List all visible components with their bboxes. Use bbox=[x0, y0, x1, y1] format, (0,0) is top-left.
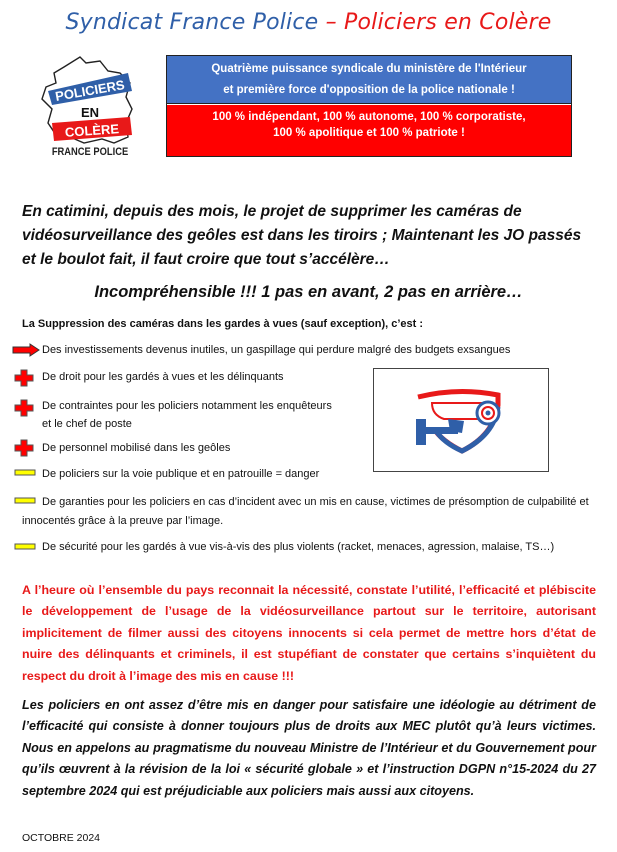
cctv-camera-image bbox=[373, 368, 549, 472]
red-paragraph: A l’heure où l’ensemble du pays reconnait la nécessité, constate l’utilité, l’efficacité et plébiscite le développement de l’usage de la vidéosurveillance partout sur le territoire, autorisant implicitement de filmer aussi des citoyens innocents si cela permet de mettre hors d’état de nuire des délinquants et criminels, il est stupéfiant de constater que certains s’inquiètent du respect du droit à l’image des mis en cause !!! bbox=[22, 583, 596, 683]
list-item: De personnel mobilisé dans les geôles bbox=[42, 442, 231, 454]
title-union-name: Syndicat France Police bbox=[65, 10, 319, 35]
banner-red-line-2: 100 % apolitique et 100 % patriote ! bbox=[273, 127, 465, 139]
banner-blue-line-2: et première force d'opposition de la police nationale ! bbox=[223, 84, 515, 96]
banner-red-line-1: 100 % indépendant, 100 % autonome, 100 % corporatiste, bbox=[212, 111, 526, 123]
plus-icon bbox=[14, 439, 34, 457]
document-date: OCTOBRE 2024 bbox=[22, 832, 101, 844]
list-item: Des investissements devenus inutiles, un gaspillage qui perdure malgré des budgets exsangues bbox=[42, 344, 511, 356]
cctv-camera-icon bbox=[414, 385, 510, 455]
list-item: De garanties pour les policiers en cas d’incident avec un mis en cause, victimes de présomption de culpabilité et innocentés grâce à la preuve par l’image. bbox=[22, 496, 589, 527]
minus-icon bbox=[14, 469, 36, 477]
minus-icon bbox=[14, 543, 36, 551]
list-item: De droit pour les gardés à vues et les délinquants bbox=[42, 371, 284, 383]
list-lead: La Suppression des caméras dans les gardes à vues (sauf exception), c’est : bbox=[22, 318, 424, 330]
title-movement-name: Policiers en Colère bbox=[344, 10, 552, 35]
intro-paragraph: En catimini, depuis des mois, le projet de supprimer les caméras de vidéosurveillance des geôles est dans les tiroirs ; Maintenant les JO passés et le boulot fait, il faut croire que tout s’accélère… bbox=[22, 203, 582, 268]
plus-icon bbox=[14, 369, 34, 387]
subheading: Incompréhensible !!! 1 pas en avant, 2 pas en arrière… bbox=[94, 283, 523, 301]
title-separator: – bbox=[318, 10, 344, 35]
logo-caption: FRANCE POLICE bbox=[51, 146, 129, 158]
plus-icon bbox=[14, 399, 34, 417]
list-item: De policiers sur la voie publique et en patrouille = danger bbox=[42, 468, 320, 480]
banner-blue-section bbox=[167, 56, 571, 104]
logo-text-colere: COLÈRE bbox=[64, 121, 120, 140]
final-paragraph: Les policiers en ont assez d’être mis en danger pour satisfaire une idéologie au détriment de l’efficacité qui consiste à donner toujours plus de droits aux MEC plutôt qu’à leurs victimes. Nous en appelons au pragmatisme du nouveau Ministre de l’Intérieur et du Gouvernement pour qu’ils œuvrent à la révision de la loi « sécurité globale » et l’instruction DGPN n°15-2024 du 27 septembre 2024 qui est préjudiciable aux policiers mais aussi aux citoyens. bbox=[22, 698, 596, 798]
page-title bbox=[0, 10, 617, 35]
banner-red-section bbox=[167, 105, 571, 156]
arrow-right-icon bbox=[12, 343, 40, 357]
policiers-en-colere-logo bbox=[34, 53, 146, 161]
list-item: De sécurité pour les gardés à vue vis-à-vis des plus violents (racket, menaces, agression, malaise, TS…) bbox=[42, 541, 555, 553]
logo-text-en: EN bbox=[80, 105, 100, 120]
list-item: De contraintes pour les policiers notamment les enquêteurs et le chef de poste bbox=[42, 400, 332, 430]
logo-text-policiers: POLICIERS bbox=[54, 77, 126, 104]
union-banner bbox=[166, 55, 572, 157]
banner-blue-line-1: Quatrième puissance syndicale du ministère de l'Intérieur bbox=[211, 63, 527, 75]
